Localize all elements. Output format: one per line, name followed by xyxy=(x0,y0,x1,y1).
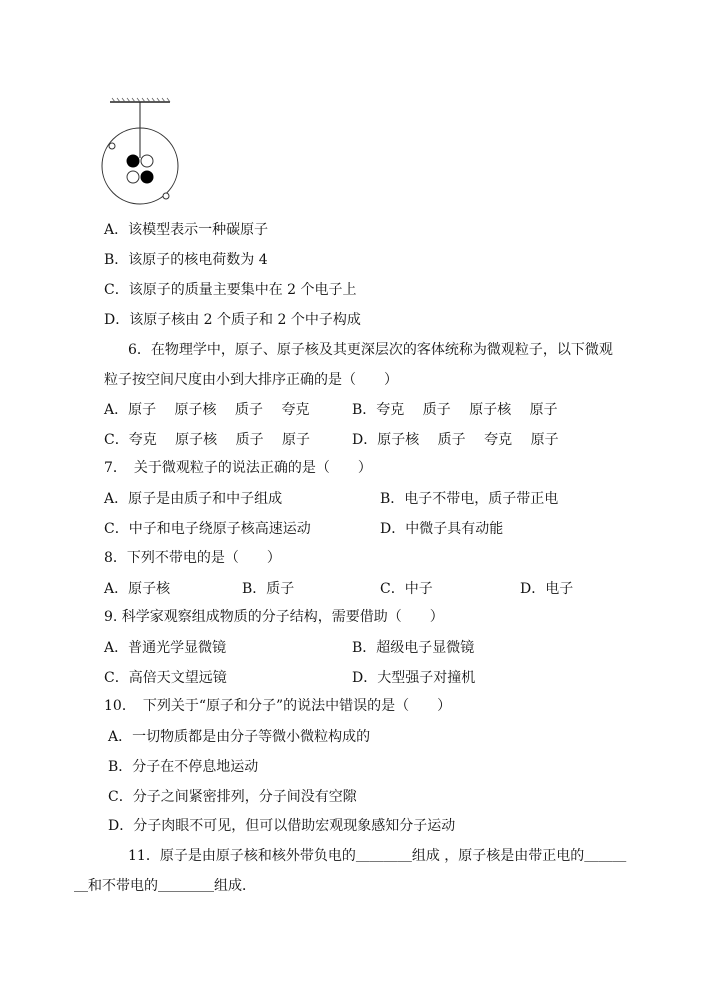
q5-option-d: D．该原子核由 2 个质子和 2 个中子构成 xyxy=(104,312,361,328)
q6-option-a: A．原子 原子核 质子 夸克 xyxy=(104,402,310,418)
q5-option-a: A．该模型表示一种碳原子 xyxy=(104,222,269,238)
ceiling-support xyxy=(110,98,170,102)
q9-option-d: D．大型强子对撞机 xyxy=(352,670,476,686)
q9-option-b: B．超级电子显微镜 xyxy=(352,640,475,656)
q10-option-c: C．分子之间紧密排列，分子间没有空隙 xyxy=(108,789,357,805)
q8-stem: 8．下列不带电的是（ ） xyxy=(104,550,281,566)
proton xyxy=(127,155,139,167)
q7-option-c: C．中子和电子绕原子核高速运动 xyxy=(104,521,311,537)
q8-option-b: B．质子 xyxy=(242,581,295,597)
q6-stem-cont: 粒子按空间尺度由小到大排序正确的是（ ） xyxy=(104,372,398,388)
q6-option-c: C．夸克 原子核 质子 原子 xyxy=(104,432,311,448)
q7-stem: 7． 关于微观粒子的说法正确的是（ ） xyxy=(104,460,372,476)
q9-option-c: C．高倍天文望远镜 xyxy=(104,670,227,686)
q7-option-d: D．中微子具有动能 xyxy=(380,521,504,537)
q10-option-b: B．分子在不停息地运动 xyxy=(108,759,259,775)
electron xyxy=(109,143,115,149)
electron xyxy=(163,193,169,199)
q8-option-c: C．中子 xyxy=(380,581,433,597)
q9-stem: 9. 科学家观察组成物质的分子结构，需要借助（ ） xyxy=(104,609,444,625)
q7-option-a: A．原子是由质子和中子组成 xyxy=(104,491,283,507)
q10-stem: 10． 下列关于“原子和分子”的说法中错误的是（ ） xyxy=(104,698,452,714)
proton xyxy=(141,171,153,183)
q10-option-a: A．一切物质都是由分子等微小微粒构成的 xyxy=(108,729,371,745)
q9-option-a: A．普通光学显微镜 xyxy=(104,640,227,656)
neutron xyxy=(127,171,139,183)
atom-model-diagram xyxy=(98,96,188,206)
q11-line2: ＿和不带电的＿＿＿＿组成． xyxy=(74,878,256,894)
q6-stem: 6．在物理学中，原子、原子核及其更深层次的客体统称为微观粒子，以下微观 xyxy=(128,342,613,358)
q6-option-d: D．原子核 质子 夸克 原子 xyxy=(352,432,559,448)
q8-option-d: D．电子 xyxy=(520,581,574,597)
q5-option-b: B．该原子的核电荷数为 4 xyxy=(104,252,268,268)
q7-option-b: B．电子不带电，质子带正电 xyxy=(380,491,559,507)
q10-option-d: D．分子肉眼不可见，但可以借助宏观现象感知分子运动 xyxy=(108,818,456,834)
q8-option-a: A．原子核 xyxy=(104,581,171,597)
q6-option-b: B．夸克 质子 原子核 原子 xyxy=(352,402,558,418)
q5-option-c: C．该原子的质量主要集中在 2 个电子上 xyxy=(104,282,357,298)
q11-line1: 11．原子是由原子核和核外带负电的＿＿＿＿组成 ，原子核是由带正电的＿＿＿ xyxy=(128,848,627,864)
neutron xyxy=(141,155,153,167)
